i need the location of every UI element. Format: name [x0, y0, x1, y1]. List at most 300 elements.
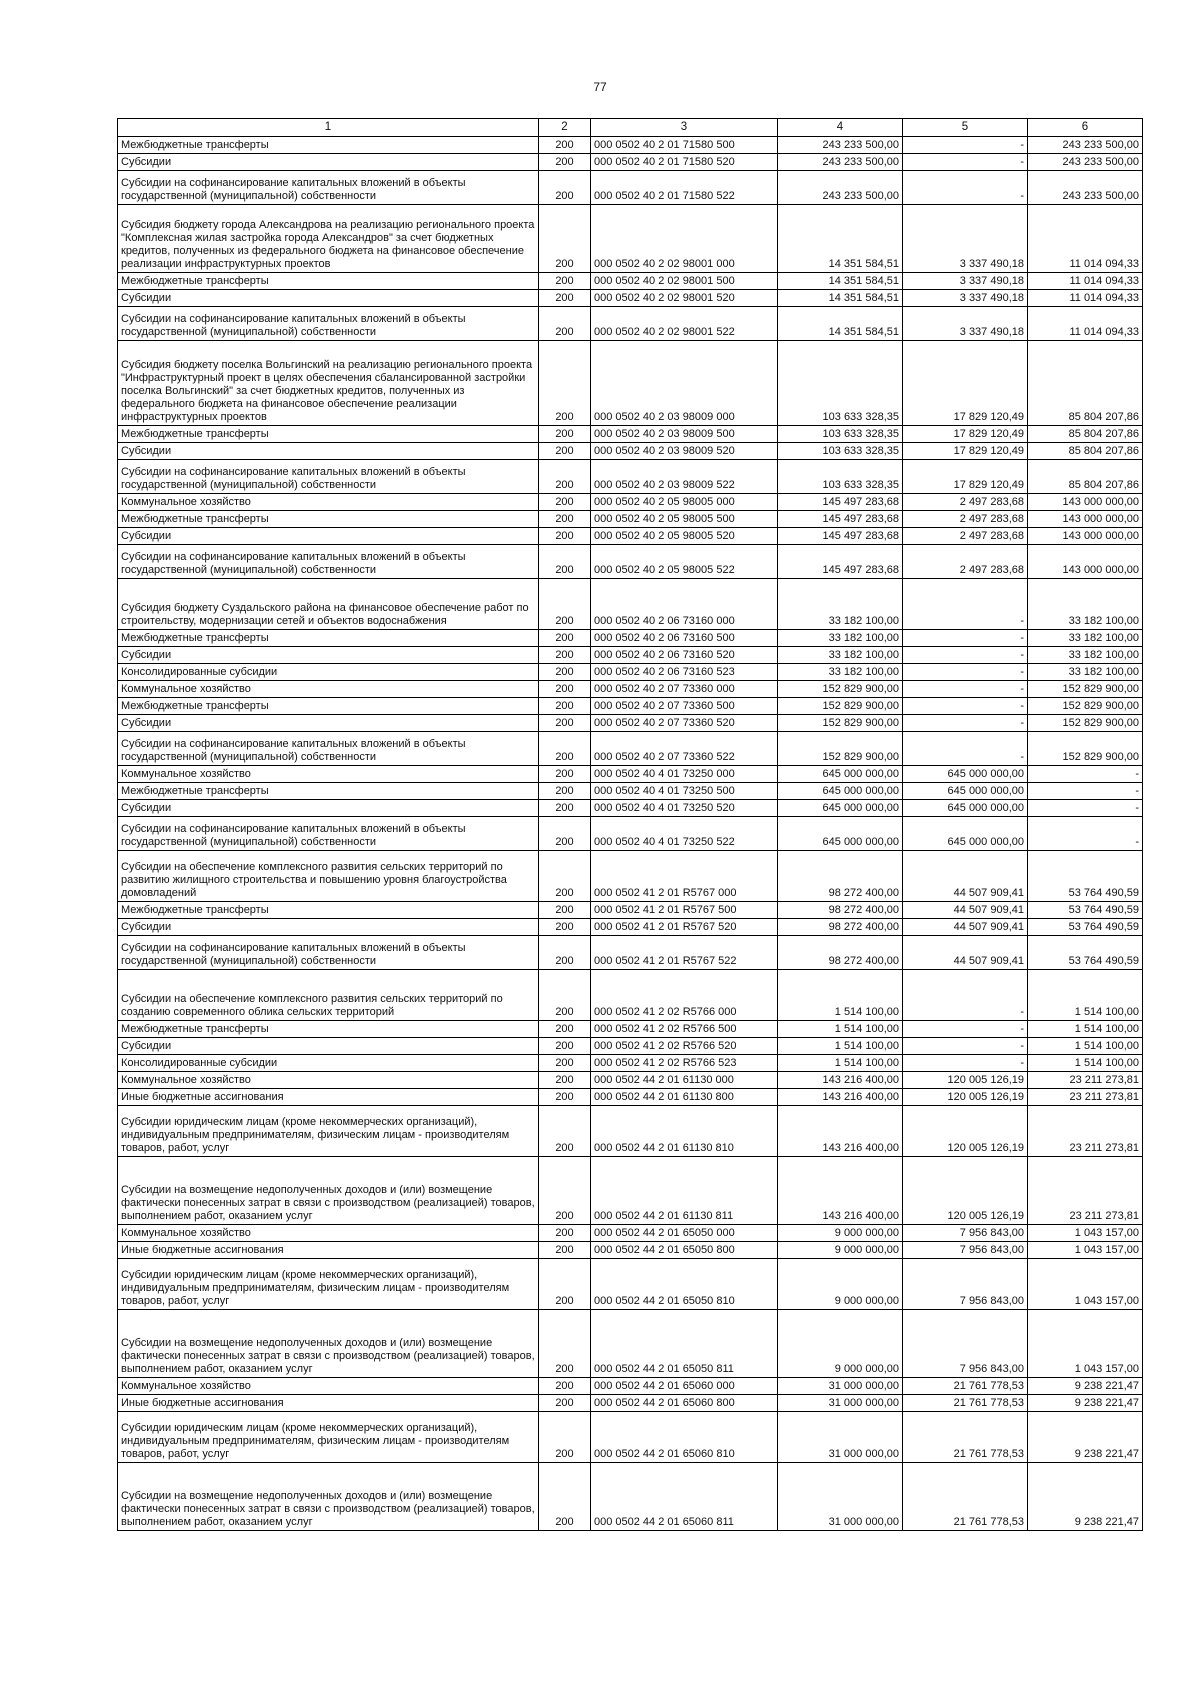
table-row — [118, 1310, 1143, 1378]
row-remaining-amount: 1 043 157,00 — [1028, 1310, 1143, 1378]
row-remaining-amount: 33 182 100,00 — [1028, 579, 1143, 630]
row-executed-amount: 645 000 000,00 — [903, 766, 1028, 783]
row-remaining-amount: 23 211 273,81 — [1028, 1157, 1143, 1225]
row-approved-amount: 33 182 100,00 — [778, 579, 903, 630]
row-budget-code: 000 0502 40 2 07 73360 522 — [591, 732, 778, 766]
row-remaining-amount: 11 014 094,33 — [1028, 307, 1143, 341]
row-name: Субсидии — [118, 715, 539, 732]
row-remaining-amount: 1 514 100,00 — [1028, 1038, 1143, 1055]
table-row — [118, 936, 1143, 970]
table-row — [118, 1055, 1143, 1072]
row-executed-amount: 21 761 778,53 — [903, 1463, 1028, 1531]
row-budget-code: 000 0502 40 4 01 73250 520 — [591, 800, 778, 817]
row-approved-amount: 152 829 900,00 — [778, 681, 903, 698]
row-budget-code: 000 0502 40 2 05 98005 500 — [591, 511, 778, 528]
row-approved-amount: 645 000 000,00 — [778, 800, 903, 817]
row-name: Консолидированные субсидии — [118, 1055, 539, 1072]
row-budget-code: 000 0502 40 2 05 98005 520 — [591, 528, 778, 545]
row-executed-amount: 17 829 120,49 — [903, 426, 1028, 443]
row-name: Консолидированные субсидии — [118, 664, 539, 681]
row-name: Межбюджетные трансферты — [118, 273, 539, 290]
row-name: Коммунальное хозяйство — [118, 1225, 539, 1242]
table-row — [118, 1463, 1143, 1531]
row-executed-amount: 3 337 490,18 — [903, 273, 1028, 290]
row-executed-amount: 3 337 490,18 — [903, 307, 1028, 341]
table-row — [118, 579, 1143, 630]
row-executed-amount: 44 507 909,41 — [903, 936, 1028, 970]
row-approved-amount: 9 000 000,00 — [778, 1225, 903, 1242]
row-line-code: 200 — [539, 1106, 591, 1157]
row-budget-code: 000 0502 40 2 06 73160 523 — [591, 664, 778, 681]
row-remaining-amount: 1 514 100,00 — [1028, 970, 1143, 1021]
row-name: Субсидии на обеспечение комплексного развития сельских территорий по созданию современного облика сельских территорий — [118, 970, 539, 1021]
row-remaining-amount: 85 804 207,86 — [1028, 426, 1143, 443]
row-line-code: 200 — [539, 426, 591, 443]
row-remaining-amount: 143 000 000,00 — [1028, 511, 1143, 528]
table-row — [118, 783, 1143, 800]
row-remaining-amount: 243 233 500,00 — [1028, 171, 1143, 205]
column-header: 4 — [778, 119, 903, 137]
column-header: 1 — [118, 119, 539, 137]
row-approved-amount: 145 497 283,68 — [778, 545, 903, 579]
row-approved-amount: 143 216 400,00 — [778, 1106, 903, 1157]
row-line-code: 200 — [539, 528, 591, 545]
row-budget-code: 000 0502 40 2 03 98009 520 — [591, 443, 778, 460]
row-budget-code: 000 0502 40 2 02 98001 000 — [591, 205, 778, 273]
row-name: Субсидии — [118, 528, 539, 545]
row-approved-amount: 145 497 283,68 — [778, 528, 903, 545]
row-name: Коммунальное хозяйство — [118, 766, 539, 783]
row-remaining-amount: 23 211 273,81 — [1028, 1106, 1143, 1157]
row-remaining-amount: 1 043 157,00 — [1028, 1242, 1143, 1259]
row-name: Межбюджетные трансферты — [118, 902, 539, 919]
row-executed-amount: 645 000 000,00 — [903, 783, 1028, 800]
table-row — [118, 1242, 1143, 1259]
row-executed-amount: 21 761 778,53 — [903, 1378, 1028, 1395]
row-executed-amount: 2 497 283,68 — [903, 545, 1028, 579]
row-name: Субсидии на софинансирование капитальных вложений в объекты государственной (муниципальной) собственности — [118, 307, 539, 341]
row-budget-code: 000 0502 40 2 01 71580 522 — [591, 171, 778, 205]
row-budget-code: 000 0502 40 4 01 73250 500 — [591, 783, 778, 800]
row-approved-amount: 98 272 400,00 — [778, 919, 903, 936]
row-remaining-amount: 9 238 221,47 — [1028, 1395, 1143, 1412]
row-remaining-amount: 23 211 273,81 — [1028, 1089, 1143, 1106]
table-row — [118, 1021, 1143, 1038]
page-number: 77 — [593, 80, 607, 94]
table-row — [118, 766, 1143, 783]
row-name: Субсидии юридическим лицам (кроме некоммерческих организаций), индивидуальным предпринимателям, физическим лицам - производителям товаров, работ, услуг — [118, 1412, 539, 1463]
row-executed-amount: 7 956 843,00 — [903, 1259, 1028, 1310]
row-name: Коммунальное хозяйство — [118, 1378, 539, 1395]
row-budget-code: 000 0502 40 2 02 98001 500 — [591, 273, 778, 290]
table-row — [118, 919, 1143, 936]
row-name: Субсидии на софинансирование капитальных вложений в объекты государственной (муниципальной) собственности — [118, 817, 539, 851]
row-budget-code: 000 0502 41 2 02 R5766 000 — [591, 970, 778, 1021]
row-budget-code: 000 0502 41 2 01 R5767 500 — [591, 902, 778, 919]
row-remaining-amount: 11 014 094,33 — [1028, 290, 1143, 307]
row-executed-amount: - — [903, 715, 1028, 732]
row-name: Межбюджетные трансферты — [118, 426, 539, 443]
row-executed-amount: 120 005 126,19 — [903, 1157, 1028, 1225]
row-line-code: 200 — [539, 630, 591, 647]
row-approved-amount: 152 829 900,00 — [778, 698, 903, 715]
table-row — [118, 1259, 1143, 1310]
row-approved-amount: 243 233 500,00 — [778, 154, 903, 171]
row-executed-amount: 120 005 126,19 — [903, 1089, 1028, 1106]
row-line-code: 200 — [539, 647, 591, 664]
table-row — [118, 1225, 1143, 1242]
row-line-code: 200 — [539, 851, 591, 902]
row-executed-amount: 17 829 120,49 — [903, 443, 1028, 460]
table-row — [118, 1089, 1143, 1106]
row-remaining-amount: 1 043 157,00 — [1028, 1259, 1143, 1310]
table-row — [118, 307, 1143, 341]
row-executed-amount: - — [903, 154, 1028, 171]
row-approved-amount: 31 000 000,00 — [778, 1412, 903, 1463]
row-budget-code: 000 0502 44 2 01 65060 000 — [591, 1378, 778, 1395]
row-name: Субсидии — [118, 1038, 539, 1055]
row-line-code: 200 — [539, 817, 591, 851]
table-row — [118, 341, 1143, 426]
table-row — [118, 1412, 1143, 1463]
column-header: 6 — [1028, 119, 1143, 137]
row-line-code: 200 — [539, 936, 591, 970]
row-budget-code: 000 0502 40 2 05 98005 000 — [591, 494, 778, 511]
table-row — [118, 443, 1143, 460]
row-budget-code: 000 0502 40 2 03 98009 000 — [591, 341, 778, 426]
table-row — [118, 647, 1143, 664]
row-approved-amount: 33 182 100,00 — [778, 630, 903, 647]
row-remaining-amount: - — [1028, 817, 1143, 851]
row-name: Межбюджетные трансферты — [118, 137, 539, 154]
row-remaining-amount: - — [1028, 766, 1143, 783]
row-approved-amount: 145 497 283,68 — [778, 511, 903, 528]
row-budget-code: 000 0502 40 2 07 73360 000 — [591, 681, 778, 698]
row-name: Субсидии на софинансирование капитальных вложений в объекты государственной (муниципальной) собственности — [118, 171, 539, 205]
row-name: Межбюджетные трансферты — [118, 698, 539, 715]
row-approved-amount: 31 000 000,00 — [778, 1395, 903, 1412]
row-approved-amount: 645 000 000,00 — [778, 766, 903, 783]
row-approved-amount: 143 216 400,00 — [778, 1089, 903, 1106]
row-line-code: 200 — [539, 715, 591, 732]
row-executed-amount: 3 337 490,18 — [903, 290, 1028, 307]
header-row — [118, 119, 1143, 137]
table-row — [118, 1106, 1143, 1157]
row-budget-code: 000 0502 40 4 01 73250 000 — [591, 766, 778, 783]
row-line-code: 200 — [539, 273, 591, 290]
table-row — [118, 460, 1143, 494]
row-executed-amount: 2 497 283,68 — [903, 494, 1028, 511]
column-header: 3 — [591, 119, 778, 137]
table-row — [118, 205, 1143, 273]
row-approved-amount: 243 233 500,00 — [778, 137, 903, 154]
row-line-code: 200 — [539, 1378, 591, 1395]
row-approved-amount: 14 351 584,51 — [778, 290, 903, 307]
row-line-code: 200 — [539, 1089, 591, 1106]
row-executed-amount: - — [903, 137, 1028, 154]
row-line-code: 200 — [539, 137, 591, 154]
row-remaining-amount: 1 043 157,00 — [1028, 1225, 1143, 1242]
row-executed-amount: - — [903, 698, 1028, 715]
row-approved-amount: 98 272 400,00 — [778, 902, 903, 919]
row-budget-code: 000 0502 40 2 02 98001 522 — [591, 307, 778, 341]
row-remaining-amount: 143 000 000,00 — [1028, 494, 1143, 511]
row-approved-amount: 103 633 328,35 — [778, 426, 903, 443]
column-header: 2 — [539, 119, 591, 137]
row-line-code: 200 — [539, 732, 591, 766]
row-name: Субсидии юридическим лицам (кроме некоммерческих организаций), индивидуальным предпринимателям, физическим лицам - производителям товаров, работ, услуг — [118, 1106, 539, 1157]
row-approved-amount: 1 514 100,00 — [778, 1038, 903, 1055]
row-name: Коммунальное хозяйство — [118, 494, 539, 511]
table-row — [118, 664, 1143, 681]
row-line-code: 200 — [539, 307, 591, 341]
row-approved-amount: 1 514 100,00 — [778, 1021, 903, 1038]
table-row — [118, 817, 1143, 851]
row-budget-code: 000 0502 40 2 02 98001 520 — [591, 290, 778, 307]
row-line-code: 200 — [539, 1259, 591, 1310]
row-name: Субсидия бюджету поселка Вольгинский на реализацию регионального проекта "Инфраструктурный проект в целях обеспечения сбалансированной застройки поселка Вольгинский" за счет бюджетных кредитов, полученных из федерального бюджета на финансовое обеспечение реализации инфраструктурных проектов — [118, 341, 539, 426]
row-budget-code: 000 0502 41 2 02 R5766 520 — [591, 1038, 778, 1055]
table-row — [118, 528, 1143, 545]
row-remaining-amount: 53 764 490,59 — [1028, 936, 1143, 970]
row-approved-amount: 33 182 100,00 — [778, 647, 903, 664]
table-row — [118, 1072, 1143, 1089]
row-approved-amount: 1 514 100,00 — [778, 970, 903, 1021]
row-line-code: 200 — [539, 1225, 591, 1242]
row-name: Субсидии — [118, 919, 539, 936]
row-budget-code: 000 0502 40 2 06 73160 520 — [591, 647, 778, 664]
row-name: Субсидия бюджету Суздальского района на финансовое обеспечение работ по строительству, модернизации сетей и объектов водоснабжения — [118, 579, 539, 630]
row-executed-amount: - — [903, 171, 1028, 205]
row-name: Субсидии на софинансирование капитальных вложений в объекты государственной (муниципальной) собственности — [118, 545, 539, 579]
row-remaining-amount: 152 829 900,00 — [1028, 715, 1143, 732]
row-approved-amount: 9 000 000,00 — [778, 1310, 903, 1378]
row-remaining-amount: 11 014 094,33 — [1028, 273, 1143, 290]
row-approved-amount: 9 000 000,00 — [778, 1259, 903, 1310]
row-name: Коммунальное хозяйство — [118, 1072, 539, 1089]
table-row — [118, 851, 1143, 902]
row-executed-amount: 21 761 778,53 — [903, 1395, 1028, 1412]
row-name: Иные бюджетные ассигнования — [118, 1242, 539, 1259]
row-executed-amount: 645 000 000,00 — [903, 800, 1028, 817]
row-budget-code: 000 0502 44 2 01 65050 000 — [591, 1225, 778, 1242]
row-remaining-amount: 53 764 490,59 — [1028, 919, 1143, 936]
table-row — [118, 1038, 1143, 1055]
row-approved-amount: 143 216 400,00 — [778, 1072, 903, 1089]
row-budget-code: 000 0502 40 2 01 71580 520 — [591, 154, 778, 171]
row-executed-amount: - — [903, 1021, 1028, 1038]
row-executed-amount: 44 507 909,41 — [903, 851, 1028, 902]
row-budget-code: 000 0502 44 2 01 65050 810 — [591, 1259, 778, 1310]
row-executed-amount: - — [903, 1038, 1028, 1055]
row-remaining-amount: 1 514 100,00 — [1028, 1021, 1143, 1038]
row-executed-amount: - — [903, 1055, 1028, 1072]
row-approved-amount: 143 216 400,00 — [778, 1157, 903, 1225]
row-line-code: 200 — [539, 800, 591, 817]
row-approved-amount: 152 829 900,00 — [778, 732, 903, 766]
row-remaining-amount: - — [1028, 783, 1143, 800]
row-remaining-amount: 1 514 100,00 — [1028, 1055, 1143, 1072]
row-remaining-amount: 152 829 900,00 — [1028, 698, 1143, 715]
row-line-code: 200 — [539, 1242, 591, 1259]
row-name: Субсидии на возмещение недополученных доходов и (или) возмещение фактически понесенных затрат в связи с производством (реализацией) товаров, выполнением работ, оказанием услуг — [118, 1463, 539, 1531]
row-name: Субсидия бюджету города Александрова на реализацию регионального проекта "Комплексная жилая застройка города Александров" за счет бюджетных кредитов, полученных из федерального бюджета на финансовое обеспечение реализации инфраструктурных проектов — [118, 205, 539, 273]
row-executed-amount: 7 956 843,00 — [903, 1225, 1028, 1242]
row-remaining-amount: 152 829 900,00 — [1028, 732, 1143, 766]
row-remaining-amount: 53 764 490,59 — [1028, 851, 1143, 902]
row-executed-amount: - — [903, 579, 1028, 630]
row-line-code: 200 — [539, 1038, 591, 1055]
table-row — [118, 970, 1143, 1021]
row-approved-amount: 31 000 000,00 — [778, 1378, 903, 1395]
row-remaining-amount: 53 764 490,59 — [1028, 902, 1143, 919]
row-name: Субсидии юридическим лицам (кроме некоммерческих организаций), индивидуальным предпринимателям, физическим лицам - производителям товаров, работ, услуг — [118, 1259, 539, 1310]
row-approved-amount: 14 351 584,51 — [778, 205, 903, 273]
row-executed-amount: 2 497 283,68 — [903, 528, 1028, 545]
row-approved-amount: 14 351 584,51 — [778, 307, 903, 341]
row-name: Субсидии — [118, 290, 539, 307]
row-line-code: 200 — [539, 1021, 591, 1038]
row-budget-code: 000 0502 41 2 02 R5766 523 — [591, 1055, 778, 1072]
row-remaining-amount: 33 182 100,00 — [1028, 630, 1143, 647]
budget-table — [117, 118, 1143, 1531]
row-approved-amount: 9 000 000,00 — [778, 1242, 903, 1259]
table-row — [118, 171, 1143, 205]
row-approved-amount: 98 272 400,00 — [778, 851, 903, 902]
table-row — [118, 732, 1143, 766]
row-remaining-amount: 243 233 500,00 — [1028, 137, 1143, 154]
row-line-code: 200 — [539, 154, 591, 171]
row-line-code: 200 — [539, 1310, 591, 1378]
row-line-code: 200 — [539, 460, 591, 494]
row-executed-amount: - — [903, 732, 1028, 766]
row-budget-code: 000 0502 44 2 01 61130 811 — [591, 1157, 778, 1225]
row-executed-amount: - — [903, 681, 1028, 698]
row-approved-amount: 645 000 000,00 — [778, 817, 903, 851]
row-approved-amount: 152 829 900,00 — [778, 715, 903, 732]
row-remaining-amount: 243 233 500,00 — [1028, 154, 1143, 171]
row-budget-code: 000 0502 41 2 01 R5767 520 — [591, 919, 778, 936]
table-row — [118, 681, 1143, 698]
row-line-code: 200 — [539, 664, 591, 681]
row-name: Субсидии — [118, 647, 539, 664]
row-executed-amount: 7 956 843,00 — [903, 1310, 1028, 1378]
row-name: Субсидии — [118, 443, 539, 460]
row-line-code: 200 — [539, 783, 591, 800]
table-row — [118, 800, 1143, 817]
row-line-code: 200 — [539, 205, 591, 273]
row-name: Межбюджетные трансферты — [118, 630, 539, 647]
table-row — [118, 1157, 1143, 1225]
row-line-code: 200 — [539, 511, 591, 528]
table-row — [118, 494, 1143, 511]
row-remaining-amount: 85 804 207,86 — [1028, 443, 1143, 460]
row-approved-amount: 645 000 000,00 — [778, 783, 903, 800]
table-row — [118, 1378, 1143, 1395]
table-row — [118, 715, 1143, 732]
row-approved-amount: 98 272 400,00 — [778, 936, 903, 970]
row-remaining-amount: 23 211 273,81 — [1028, 1072, 1143, 1089]
row-line-code: 200 — [539, 698, 591, 715]
row-budget-code: 000 0502 44 2 01 65060 811 — [591, 1463, 778, 1531]
row-name: Субсидии на софинансирование капитальных вложений в объекты государственной (муниципальной) собственности — [118, 936, 539, 970]
row-line-code: 200 — [539, 171, 591, 205]
row-line-code: 200 — [539, 970, 591, 1021]
row-remaining-amount: 143 000 000,00 — [1028, 545, 1143, 579]
row-name: Иные бюджетные ассигнования — [118, 1395, 539, 1412]
row-executed-amount: 7 956 843,00 — [903, 1242, 1028, 1259]
table-row — [118, 902, 1143, 919]
row-budget-code: 000 0502 40 2 01 71580 500 — [591, 137, 778, 154]
row-name: Субсидии на возмещение недополученных доходов и (или) возмещение фактически понесенных затрат в связи с производством (реализацией) товаров, выполнением работ, оказанием услуг — [118, 1157, 539, 1225]
row-budget-code: 000 0502 40 2 07 73360 520 — [591, 715, 778, 732]
row-line-code: 200 — [539, 919, 591, 936]
row-name: Субсидии — [118, 154, 539, 171]
row-remaining-amount: 11 014 094,33 — [1028, 205, 1143, 273]
row-remaining-amount: 33 182 100,00 — [1028, 664, 1143, 681]
row-executed-amount: 17 829 120,49 — [903, 341, 1028, 426]
row-line-code: 200 — [539, 1395, 591, 1412]
row-approved-amount: 31 000 000,00 — [778, 1463, 903, 1531]
row-budget-code: 000 0502 44 2 01 65060 810 — [591, 1412, 778, 1463]
row-remaining-amount: 152 829 900,00 — [1028, 681, 1143, 698]
row-name: Субсидии на софинансирование капитальных вложений в объекты государственной (муниципальной) собственности — [118, 732, 539, 766]
row-remaining-amount: 9 238 221,47 — [1028, 1378, 1143, 1395]
row-executed-amount: 645 000 000,00 — [903, 817, 1028, 851]
row-budget-code: 000 0502 41 2 01 R5767 522 — [591, 936, 778, 970]
row-name: Межбюджетные трансферты — [118, 783, 539, 800]
row-budget-code: 000 0502 44 2 01 61130 810 — [591, 1106, 778, 1157]
row-remaining-amount: 85 804 207,86 — [1028, 341, 1143, 426]
row-budget-code: 000 0502 40 2 03 98009 522 — [591, 460, 778, 494]
table-row — [118, 290, 1143, 307]
row-executed-amount: - — [903, 970, 1028, 1021]
row-line-code: 200 — [539, 1072, 591, 1089]
row-executed-amount: 2 497 283,68 — [903, 511, 1028, 528]
row-budget-code: 000 0502 40 2 05 98005 522 — [591, 545, 778, 579]
row-line-code: 200 — [539, 545, 591, 579]
row-name: Субсидии на софинансирование капитальных вложений в объекты государственной (муниципальной) собственности — [118, 460, 539, 494]
row-line-code: 200 — [539, 443, 591, 460]
row-line-code: 200 — [539, 1157, 591, 1225]
table-row — [118, 630, 1143, 647]
row-remaining-amount: - — [1028, 800, 1143, 817]
row-approved-amount: 33 182 100,00 — [778, 664, 903, 681]
table-row — [118, 698, 1143, 715]
row-approved-amount: 243 233 500,00 — [778, 171, 903, 205]
table-row — [118, 273, 1143, 290]
row-remaining-amount: 85 804 207,86 — [1028, 460, 1143, 494]
row-budget-code: 000 0502 40 2 06 73160 000 — [591, 579, 778, 630]
row-approved-amount: 14 351 584,51 — [778, 273, 903, 290]
row-budget-code: 000 0502 41 2 02 R5766 500 — [591, 1021, 778, 1038]
row-budget-code: 000 0502 44 2 01 65050 800 — [591, 1242, 778, 1259]
table-row — [118, 426, 1143, 443]
row-executed-amount: - — [903, 647, 1028, 664]
row-executed-amount: 21 761 778,53 — [903, 1412, 1028, 1463]
row-budget-code: 000 0502 44 2 01 65050 811 — [591, 1310, 778, 1378]
row-name: Субсидии на обеспечение комплексного развития сельских территорий по развитию жилищного строительства и повышению уровня благоустройства домовладений — [118, 851, 539, 902]
row-approved-amount: 103 633 328,35 — [778, 460, 903, 494]
row-budget-code: 000 0502 44 2 01 61130 000 — [591, 1072, 778, 1089]
row-line-code: 200 — [539, 681, 591, 698]
row-remaining-amount: 9 238 221,47 — [1028, 1463, 1143, 1531]
row-name: Межбюджетные трансферты — [118, 1021, 539, 1038]
row-executed-amount: 120 005 126,19 — [903, 1106, 1028, 1157]
row-name: Иные бюджетные ассигнования — [118, 1089, 539, 1106]
row-executed-amount: - — [903, 630, 1028, 647]
row-executed-amount: 17 829 120,49 — [903, 460, 1028, 494]
